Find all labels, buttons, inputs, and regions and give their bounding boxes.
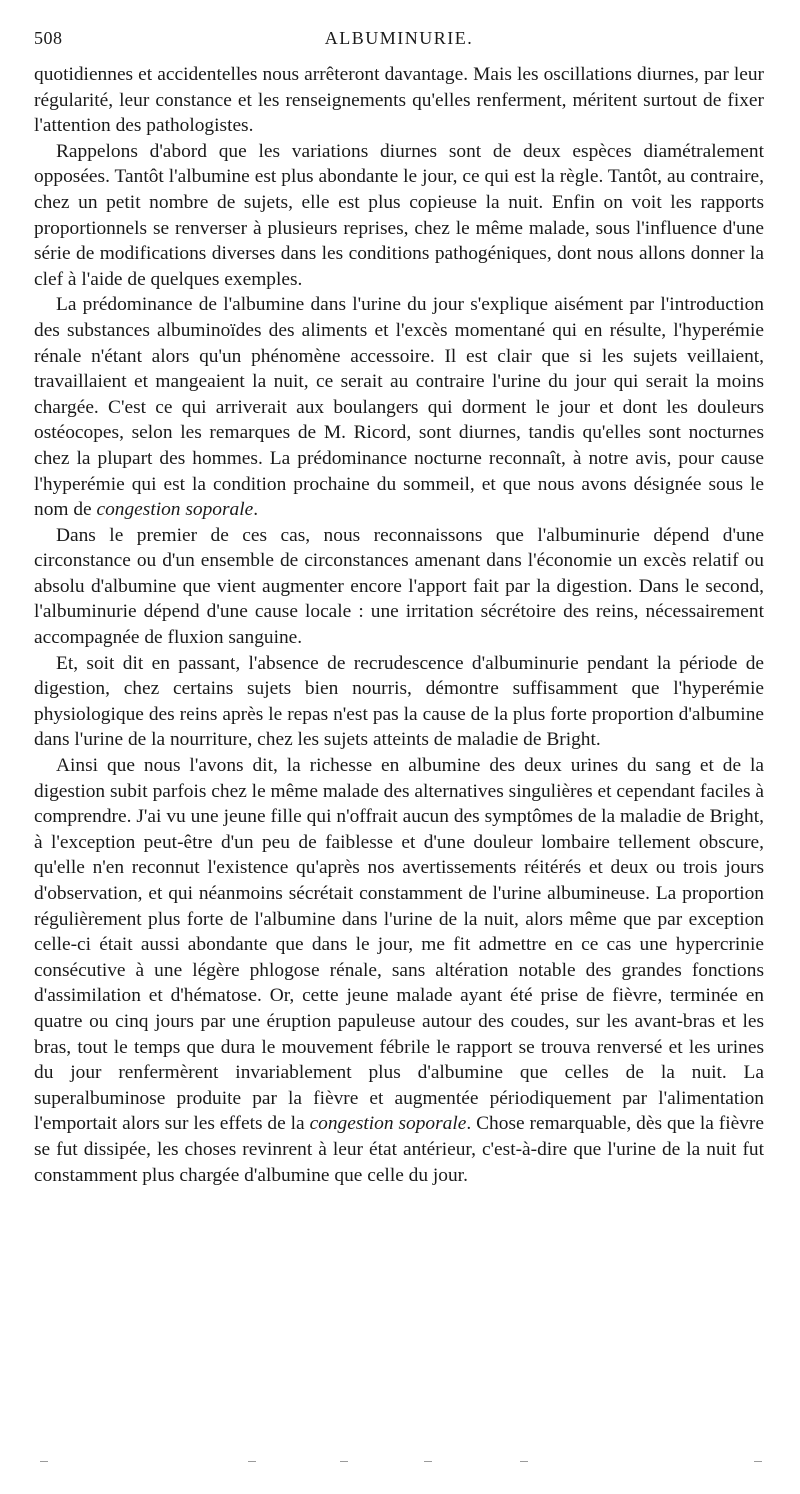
running-title: ALBUMINURIE. [324,28,474,48]
paragraph [34,292,764,522]
paragraph [34,651,764,753]
scan-mark [754,1461,762,1462]
paragraph [34,523,764,651]
paragraph-text: Ainsi que nous l'avons dit, la richesse en albumine des deux urines du sang et de la digestion subit parfois chez le même malade des alternatives singulières et cependant faciles à comprendre. J'ai vu une jeune fille qui n'offrait aucun des symptômes de la maladie de Bright, à l'exception peut-être d'un peu de faiblesse et d'une douleur lombaire tellement obscure, qu'elle n'en reconnut l'existence qu'après nos avertissements réitérés et deux ou trois jours d'observation, et qui néanmoins sécrétait constamment de l'urine albumineuse. La proportion régulièrement plus forte de l'albumine dans l'urine de la nuit, alors même que par exception celle-ci était aussi abondante que dans le jour, me fit admettre en ce cas une hypercrinie consécutive à une légère phlogose rénale, sans altération notable des grandes fonctions d'assimilation et d'hématose. Or, cette jeune malade ayant été prise de fièvre, terminée en quatre ou cinq jours par une éruption papuleuse autour des coudes, sur les avant-bras et les bras, tout le temps que dura le mouvement fébrile le rapport se trouva renversé et les urines du jour renfermèrent invariablement plus d'albumine que celles de la nuit. La superalbuminose produite par la fièvre et augmentée périodiquement par l'alimentation l'emportait alors sur les effets de la [34,755,764,1135]
body-text [34,62,764,1188]
paragraph-text: quotidiennes et accidentelles nous arrêteront davantage. Mais les oscillations diurnes, par leur régularité, leur constance et les renseignements qu'elles renferment, méritent surtout de fixer l'attention des pathologistes. [34,64,764,137]
scan-mark [520,1461,528,1462]
book-page [34,28,764,1188]
italic-term: congestion soporale [309,1113,467,1135]
paragraph-text: Dans le premier de ces cas, nous reconnaissons que l'albuminurie dépend d'une circonstance ou d'un ensemble de circonstances amenant dans l'économie un excès relatif ou absolu d'albumine que vient augmenter encore l'apport fait par la digestion. Dans le second, l'albuminurie dépend d'une cause locale : une irritation sécrétoire des reins, nécessairement accompagnée de fluxion sanguine. [34,524,764,649]
scan-mark [248,1461,256,1462]
paragraph-continued [34,62,764,139]
paragraph [34,139,764,293]
paragraph-text: Rappelons d'abord que les variations diurnes sont de deux espèces diamétralement opposées. Tantôt l'albumine est plus abondante le jour, ce qui est la règle. Tantôt, au contraire, chez un petit nombre de sujets, elle est plus copieuse la nuit. Enfin on voit les rapports proportionnels se renverser à plusieurs reprises, chez le même malade, sous l'influence d'une série de modifications diverses dans les conditions pathogéniques, dont nous allons donner la clef à l'aide de quelques exemples. [34,140,764,290]
scan-mark [40,1461,48,1462]
scan-mark [340,1461,348,1462]
italic-term: congestion soporale [96,499,254,521]
scan-mark [424,1461,432,1462]
paragraph-text: . [253,499,259,521]
paragraph-text: Et, soit dit en passant, l'absence de recrudescence d'albuminurie pendant la période de digestion, chez certains sujets bien nourris, démontre suffisamment que l'hyperémie physiologique des reins après le repas n'est pas la cause de la plus forte proportion d'albumine dans l'urine de la nourriture, chez les sujets atteints de maladie de Bright. [34,652,764,751]
running-head [34,28,764,62]
page-number: 508 [34,28,63,48]
paragraph-text: La prédominance de l'albumine dans l'urine du jour s'explique aisément par l'introduction des substances albuminoïdes des aliments et l'excès momentané qui en résulte, l'hyperémie rénale n'étant alors qu'un phénomène accessoire. Il est clair que si les sujets veillaient, travaillaient et mangeaient la nuit, ce serait au contraire l'urine du jour qui serait la moins chargée. C'est ce qui arriverait aux boulangers qui dorment le jour et dont les douleurs ostéocopes, selon les remarques de M. Ricord, sont diurnes, tandis qu'elles sont nocturnes chez la plupart des hommes. La prédominance nocturne reconnaît, à notre avis, pour cause l'hyperémie qui est la condition prochaine du sommeil, et que nous avons désignée sous le nom de [34,294,764,521]
paragraph-text: . Chose remarquable, dès que la fièvre se fut dissipée, les choses revinrent à leur état antérieur, c'est-à-dire que l'urine de la nuit fut constamment plus chargée d'albumine que celle du jour. [34,1113,764,1186]
paragraph [34,753,764,1188]
bottom-scan-marks [0,1457,800,1467]
